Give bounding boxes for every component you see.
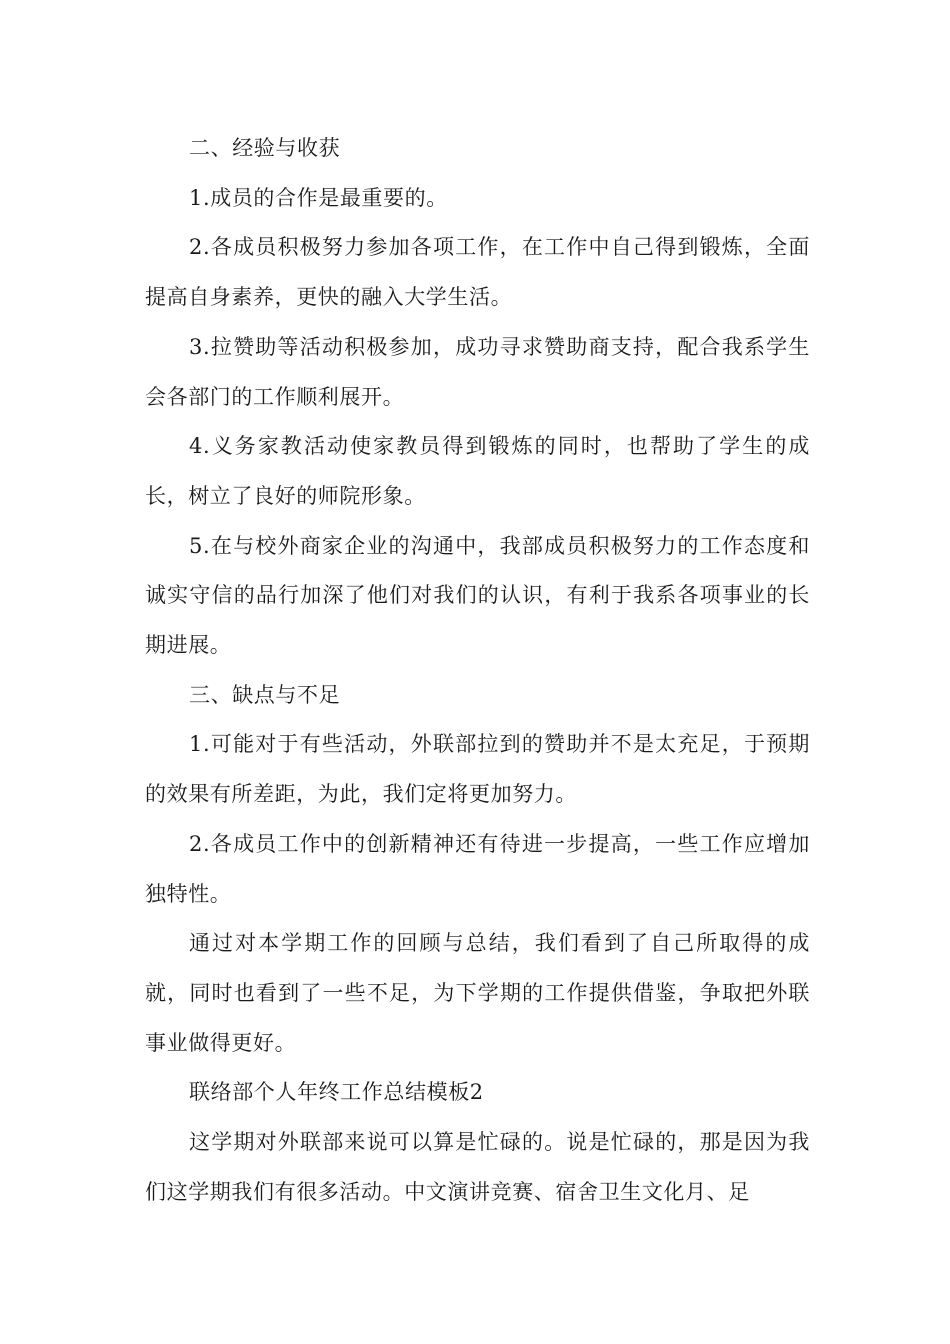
paragraph-item-1: 1.成员的合作是最重要的。 <box>189 185 448 210</box>
paragraph-item-5: 5.在与校外商家企业的沟通中，我部成员积极努力的工作态度和诚实守信的品行加深了他们对我们的认识，有利于我系各项事业的长期进展。 <box>145 533 810 658</box>
paragraph-item-3: 3.拉赞助等活动积极参加，成功寻求赞助商支持，配合我系学生会各部门的工作顺利展开。 <box>145 334 810 409</box>
section-heading-shortcomings: 三、缺点与不足 <box>189 682 341 707</box>
document-body <box>145 124 810 1217</box>
paragraph-shortcoming-2: 2.各成员工作中的创新精神还有待进一步提高，一些工作应增加独特性。 <box>145 831 810 906</box>
paragraph-item-2: 2.各成员积极努力参加各项工作，在工作中自己得到锻炼，全面提高自身素养，更快的融入大学生活。 <box>145 235 810 310</box>
paragraph-intro-2: 这学期对外联部来说可以算是忙碌的。说是忙碌的，那是因为我们这学期我们有很多活动。中文演讲竞赛、宿舍卫生文化月、足 <box>145 1130 810 1204</box>
paragraph-conclusion: 通过对本学期工作的回顾与总结，我们看到了自己所取得的成就，同时也看到了一些不足，为下学期的工作提供借鉴，争取把外联事业做得更好。 <box>145 931 810 1055</box>
section-heading-experience: 二、经验与收获 <box>189 136 341 160</box>
paragraph-shortcoming-1: 1.可能对于有些活动，外联部拉到的赞助并不是太充足，于预期的效果有所差距，为此，我们定将更加努力。 <box>145 732 810 807</box>
paragraph-item-4: 4.义务家教活动使家教员得到锻炼的同时，也帮助了学生的成长，树立了良好的师院形象。 <box>145 434 810 508</box>
document-title-2: 联络部个人年终工作总结模板2 <box>189 1080 484 1105</box>
